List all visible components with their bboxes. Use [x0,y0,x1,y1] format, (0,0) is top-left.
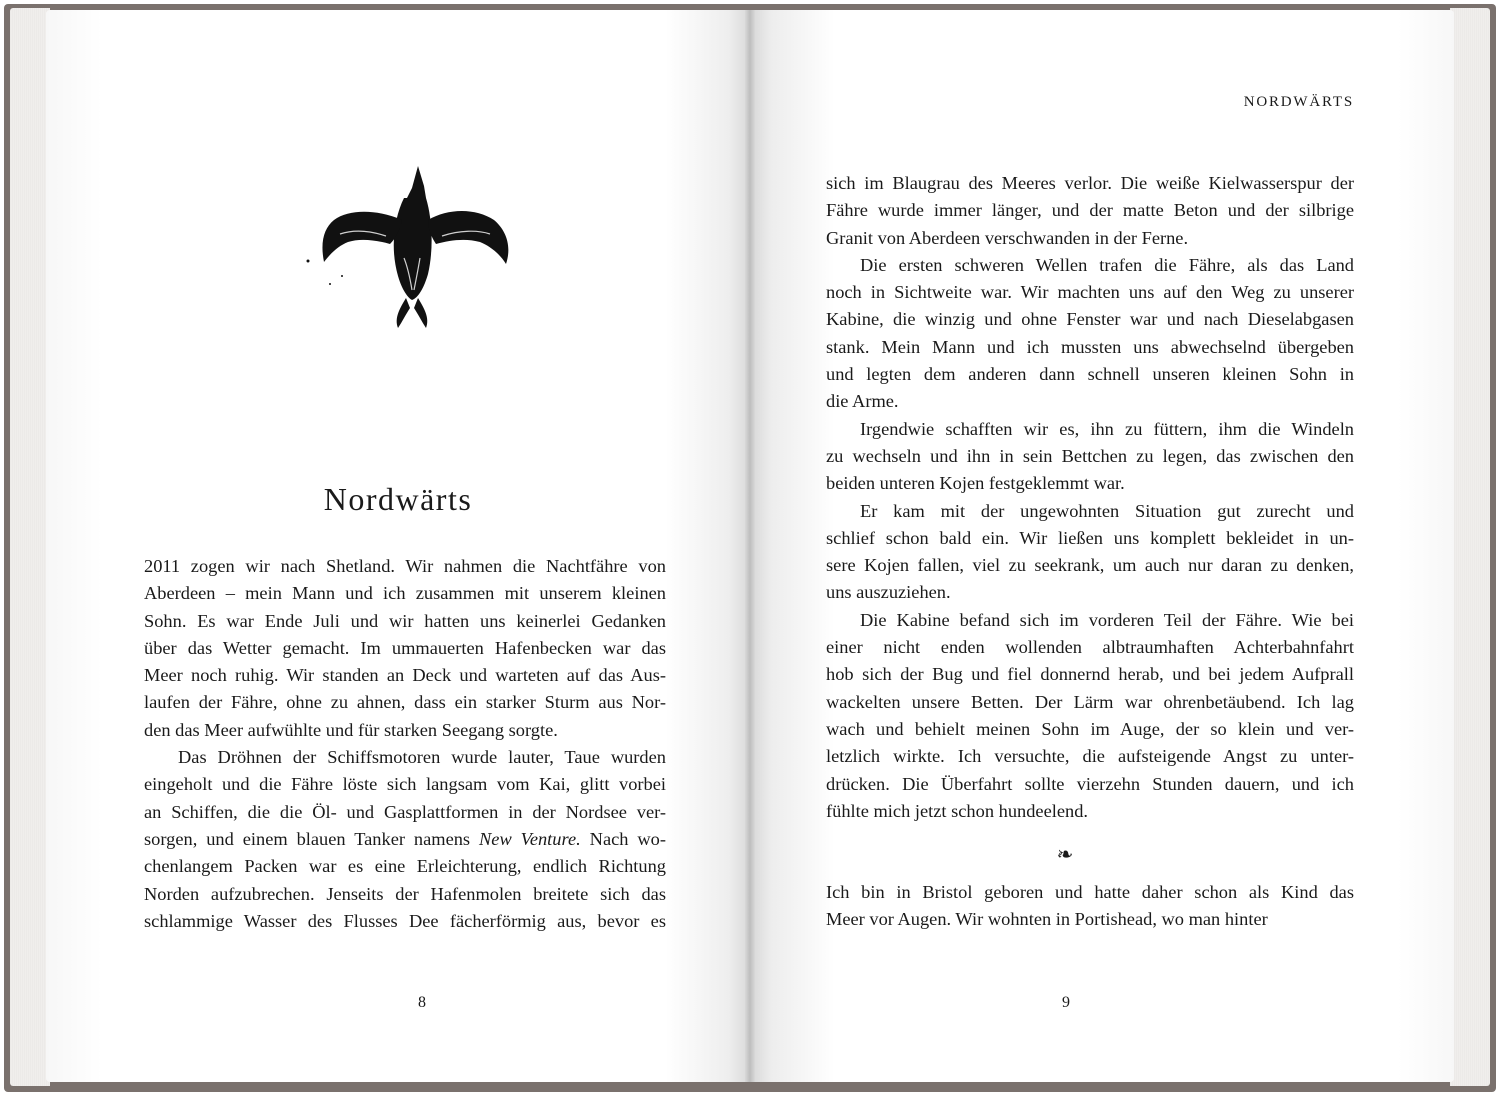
text-line: wach und behielt meinen Sohn im Auge, der so klein und ver- [826,718,1354,739]
text-line: einer nicht enden wollenden albtraumhaften Achterbahnfahrt [826,637,1354,658]
paragraph-continued [826,170,1354,252]
text-line: Er kam mit der ungewohnten Situation gut zurecht und [860,500,1354,521]
book-gutter [745,10,755,1082]
paragraph-1 [144,553,666,744]
text-line: fühlte mich jetzt schon hundeelend. [826,800,1088,821]
text-line: laufen der Fähre, ohne zu ahnen, dass ein starker Sturm aus Nor- [144,692,666,713]
text-line: stank. Mein Mann und ich mussten uns abwechselnd übergeben [826,336,1354,357]
page-number-right: 9 [1062,994,1070,1011]
paragraph-4 [826,498,1354,607]
text-line: noch in Sichtweite war. Wir machten uns auf den Weg zu unserer [826,282,1354,303]
text-line: Sohn. Es war Ende Juli und wir hatten uns keinerlei Gedanken [144,610,666,631]
text-line: Aberdeen – mein Mann und ich zusammen mit unserem kleinen [144,583,666,604]
paragraph-3 [826,416,1354,498]
text-line: Granit von Aberdeen verschwanden in der Ferne. [826,227,1189,248]
text-line: Die ersten schweren Wellen trafen die Fähre, als das Land [860,254,1354,275]
paragraph-2 [826,252,1354,416]
text-line: an Schiffen, die die Öl- und Gasplattformen in der Nordsee ver- [144,801,666,822]
text-line: die Arme. [826,391,899,412]
text-line: Norden aufzubrechen. Jenseits der Hafenmolen breitete sich das [144,883,666,904]
text-line: hob sich der Bug und fiel donnernd herab, und bei jedem Aufprall [826,664,1354,685]
text-line: und legten dem anderen dann schnell unseren kleinen Sohn in [826,364,1354,385]
text-line: den das Meer aufwühlte und für starken Seegang sorgte. [144,719,558,740]
text-line: Die Kabine befand sich im vorderen Teil der Fähre. Wie bei [860,609,1354,630]
text-line: schlammige Wasser des Flusses Dee fächerförmig aus, bevor es [144,910,666,931]
text-line: Irgendwie schafften wir es, ihn zu füttern, ihm die Windeln [860,418,1354,439]
section-break-ornament: ❧ [1056,844,1074,866]
text-line: zu wechseln und ihn in sein Bettchen zu legen, das zwischen den [826,445,1354,466]
text-line: sere Kojen fallen, viel zu seekrank, um auch nur daran zu denken, [826,555,1354,576]
text-line: letzlich wirkte. Ich versuchte, die aufsteigende Angst zu unter- [826,746,1354,767]
text-line: sorgen, und einem blauen Tanker namens New Venture. Nach wo- [144,828,666,849]
bird-woodcut-icon [290,158,530,348]
paragraph-6 [826,879,1354,934]
page-edges-left [10,8,50,1086]
text-line: drücken. Die Überfahrt sollte vierzehn Stunden dauern, und ich [826,773,1354,794]
text-line: über das Wetter gemacht. Im ummauerten Hafenbecken war das [144,637,666,658]
text-line: Ich bin in Bristol geboren und hatte daher schon als Kind das [826,882,1354,902]
text-line: 2011 zogen wir nach Shetland. Wir nahmen die Nachtfähre von [144,556,666,576]
running-head: NORDWÄRTS [1243,94,1354,110]
text-line: schlief schon bald ein. Wir ließen uns komplett bekleidet in un- [826,527,1354,548]
page-edges-right [1450,8,1490,1086]
left-body-text [144,553,666,935]
page-number-left: 8 [418,994,426,1011]
paragraph-5 [826,607,1354,825]
ship-name: New Venture. [479,828,581,849]
text-line: Meer vor Augen. Wir wohnten in Portishead, wo man hinter [826,909,1268,930]
text-line: Das Dröhnen der Schiffsmotoren wurde lauter, Taue wurden [178,747,666,768]
text-line: Fähre wurde immer länger, und der matte Beton und der silbrige [826,200,1354,221]
text-line: uns auszuziehen. [826,582,951,603]
text-line: sich im Blaugrau des Meeres verlor. Die weiße Kielwasserspur der [826,173,1354,193]
text-line: wackelten unsere Betten. Der Lärm war ohrenbetäubend. Ich lag [826,691,1354,712]
text-line: chenlangem Packen war es eine Erleichterung, endlich Richtung [144,856,666,877]
right-body-text [826,170,1354,825]
chapter-title: Nordwärts [323,481,473,517]
text-line: Meer noch ruhig. Wir standen an Deck und warteten auf das Aus- [144,665,666,686]
paragraph-2 [144,744,666,935]
text-line: beiden unteren Kojen festgeklemmt war. [826,473,1125,494]
text-line: Kabine, die winzig und ohne Fenster war und nach Dieselabgasen [826,309,1354,330]
right-body-text-2 [826,879,1354,934]
text-line: eingeholt und die Fähre löste sich langsam vom Kai, glitt vorbei [144,774,666,795]
